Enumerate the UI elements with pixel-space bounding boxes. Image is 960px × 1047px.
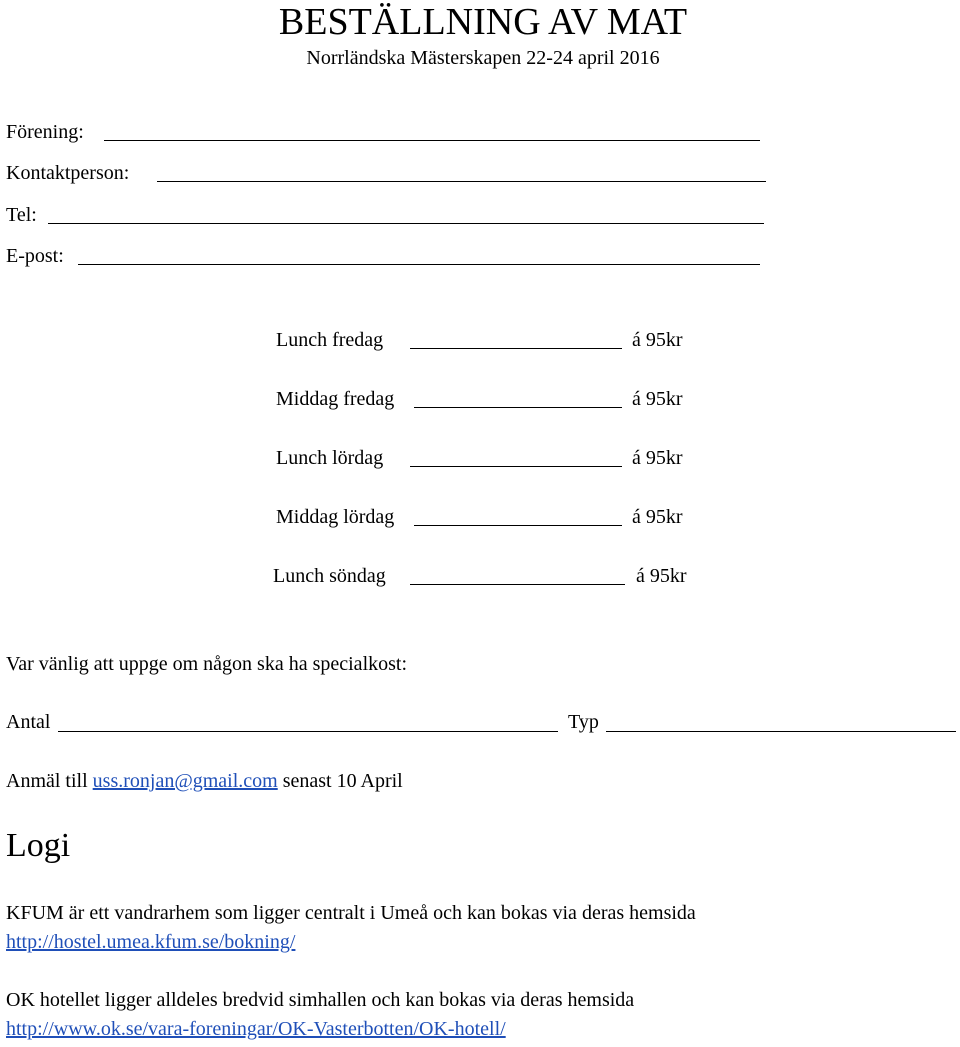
meal-label-lunch-lordag: Lunch lördag (276, 447, 384, 469)
meal-label-lunch-fredag: Lunch fredag (276, 329, 384, 351)
typ-field[interactable] (606, 731, 956, 732)
meal-price-middag-fredag: á 95kr (632, 388, 683, 410)
meal-quantity-lunch-fredag[interactable] (410, 348, 622, 349)
kontaktperson-label: Kontaktperson: (6, 162, 130, 184)
meal-price-lunch-lordag: á 95kr (632, 447, 683, 469)
meal-quantity-middag-fredag[interactable] (414, 407, 622, 408)
kfum-description: KFUM är ett vandrarhem som ligger centralt i Umeå och kan bokas via deras hemsida (6, 902, 696, 924)
meal-quantity-middag-lordag[interactable] (414, 525, 622, 526)
meal-label-middag-lordag: Middag lördag (276, 506, 395, 528)
forening-label: Förening: (6, 121, 84, 143)
kontaktperson-field[interactable] (157, 181, 766, 182)
forening-field[interactable] (104, 140, 760, 141)
kfum-booking-link[interactable]: http://hostel.umea.kfum.se/bokning/ (6, 931, 296, 953)
meal-quantity-lunch-lordag[interactable] (410, 466, 622, 467)
registration-prefix: Anmäl till (6, 770, 88, 792)
typ-label: Typ (568, 711, 599, 733)
meal-price-middag-lordag: á 95kr (632, 506, 683, 528)
page-subtitle: Norrländska Mästerskapen 22-24 april 2016 (306, 47, 660, 69)
meal-price-lunch-fredag: á 95kr (632, 329, 683, 351)
meal-price-lunch-sondag: á 95kr (636, 565, 687, 587)
antal-field[interactable] (58, 731, 558, 732)
tel-field[interactable] (48, 223, 764, 224)
epost-field[interactable] (78, 264, 760, 265)
special-diet-prompt: Var vänlig att uppge om någon ska ha specialkost: (6, 653, 408, 675)
page-title: BESTÄLLNING AV MAT (278, 1, 688, 43)
antal-label: Antal (6, 711, 51, 733)
registration-suffix: senast 10 April (282, 770, 403, 792)
epost-label: E-post: (6, 245, 64, 267)
tel-label: Tel: (6, 204, 37, 226)
meal-quantity-lunch-sondag[interactable] (410, 584, 625, 585)
registration-email-link[interactable]: uss.ronjan@gmail.com (92, 770, 278, 792)
registration-line (6, 768, 403, 794)
meal-label-middag-fredag: Middag fredag (276, 388, 395, 410)
lodging-heading: Logi (6, 827, 71, 864)
meal-label-lunch-sondag: Lunch söndag (273, 565, 386, 587)
ok-hotel-description: OK hotellet ligger alldeles bredvid simhallen och kan bokas via deras hemsida (6, 989, 635, 1011)
ok-hotel-booking-link[interactable]: http://www.ok.se/vara-foreningar/OK-Vasterbotten/OK-hotell/ (6, 1018, 506, 1040)
